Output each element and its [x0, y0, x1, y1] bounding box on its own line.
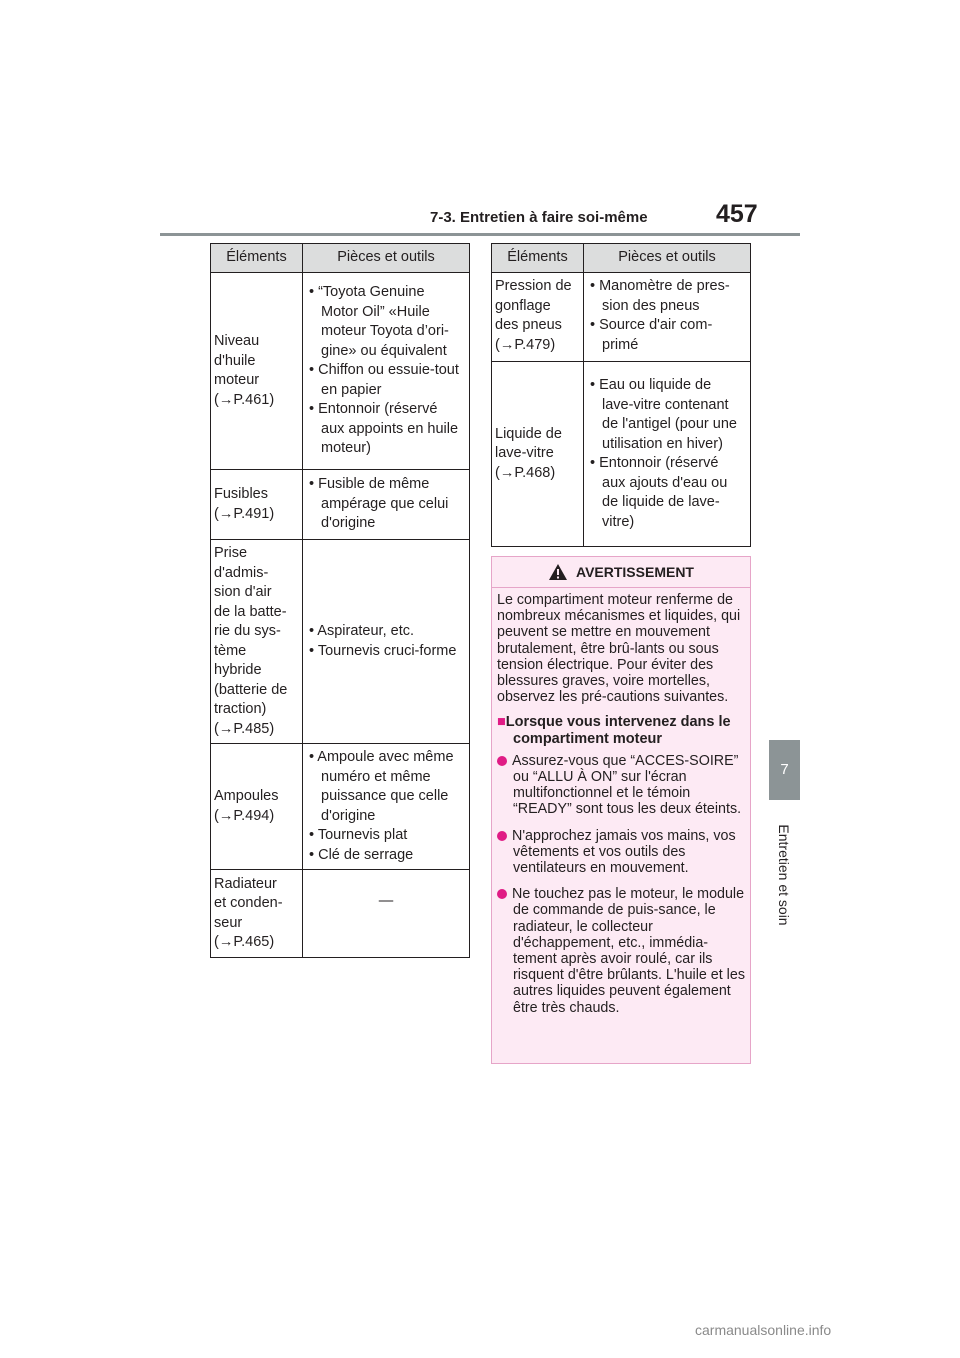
- tool-item: • Manomètre de pres-sion des pneus: [590, 278, 730, 314]
- item-line: Ampoules: [214, 788, 279, 804]
- tool-item: • “Toyota Genuine Motor Oil” «Huile moteur Toyota d’ori-gine» ou équivalent: [309, 284, 449, 359]
- item-line: hybride: [214, 662, 262, 678]
- item-line: moteur: [214, 372, 260, 388]
- tool-item: • Tournevis cruci-forme: [309, 642, 457, 659]
- page-reference[interactable]: (→P.485): [214, 720, 275, 737]
- table-header-row: [492, 244, 751, 273]
- tools-cell: [303, 470, 470, 540]
- tools-cell: [303, 273, 470, 470]
- item-cell: [211, 470, 303, 540]
- warning-intro: Le compartiment moteur renferme de nombreux mécanismes et liquides, qui peuvent se mettre en mouvement brutalement, être brû-lants ou sous tension électrique. Pour éviter des blessures graves, voire mortelles, observez les pré-cautions suivantes.: [497, 592, 741, 706]
- item-line: rie du sys-: [214, 623, 281, 639]
- square-bullet-icon: ■: [497, 714, 506, 731]
- tool-item: • Clé de serrage: [309, 846, 414, 863]
- bullet-dot-icon: [497, 889, 507, 899]
- table-row: [211, 744, 470, 870]
- item-line: d'admis-: [214, 564, 269, 581]
- tool-item: • Entonnoir (réservé aux ajouts d'eau ou de liquide de lave-vitre): [590, 455, 728, 530]
- item-line: d'huile: [214, 352, 256, 369]
- item-line: de la batte-: [214, 603, 287, 620]
- warning-bullet: [497, 753, 746, 818]
- page-reference[interactable]: (→P.494): [214, 807, 275, 824]
- warning-bullet: [497, 886, 746, 1016]
- item-line: Pression de: [495, 278, 572, 294]
- item-line: tème: [214, 642, 247, 659]
- tool-item: • Aspirateur, etc.: [309, 623, 415, 639]
- page-reference[interactable]: (→P.461): [214, 391, 275, 408]
- tools-cell: [303, 744, 470, 870]
- section-title: 7-3. Entretien à faire soi-même: [430, 209, 648, 226]
- item-cell: [492, 362, 584, 547]
- page-number: 457: [716, 200, 758, 228]
- tool-item: • Chiffon ou essuie-tout en papier: [309, 362, 459, 398]
- bullet-dot-icon: [497, 756, 507, 766]
- parts-table-left: [210, 243, 470, 958]
- tools-cell: [303, 870, 470, 958]
- tool-item: • Source d'air com-primé: [590, 317, 713, 353]
- parts-table-right: [491, 243, 751, 547]
- warning-body: [492, 588, 750, 1016]
- warning-box: [491, 556, 751, 1064]
- item-line: Fusibles: [214, 486, 268, 502]
- item-cell: [211, 744, 303, 870]
- item-line: (batterie de: [214, 681, 288, 698]
- item-line: Niveau: [214, 333, 260, 349]
- item-line: Prise: [214, 545, 248, 561]
- tools-cell: [303, 540, 470, 744]
- tool-item: • Ampoule avec même numéro et même puissance que celle d'origine: [309, 749, 454, 824]
- page-reference[interactable]: (→P.465): [214, 934, 275, 950]
- column-header-parts: Pièces et outils: [584, 244, 751, 273]
- item-cell: [492, 273, 584, 362]
- tool-item: • Fusible de même ampérage que celui d'origine: [309, 476, 449, 532]
- tools-cell: [584, 273, 751, 362]
- table-row: [211, 470, 470, 540]
- item-line: seur: [214, 914, 243, 931]
- warning-subheading: [497, 714, 746, 746]
- warning-bullet-text: N'approchez jamais vos mains, vos vêtements et vos outils des ventilateurs en mouvement.: [512, 827, 736, 877]
- warning-bullet: [497, 828, 746, 877]
- table-header-row: [211, 244, 470, 273]
- tool-item: • Tournevis plat: [309, 827, 408, 843]
- column-header-elements: Éléments: [211, 244, 303, 273]
- empty-dash: —: [378, 893, 394, 909]
- warning-header: [492, 557, 750, 588]
- item-line: des pneus: [495, 317, 562, 333]
- table-row: [211, 273, 470, 470]
- item-line: Radiateur: [214, 875, 277, 892]
- warning-bullet-text: Assurez-vous que “ACCES-SOIRE” ou “ALLU À ON” sur l'écran multifonctionnel et le témoin “READY” sont tous les deux éteints.: [512, 752, 742, 818]
- table-row: [211, 540, 470, 744]
- item-line: Liquide de: [495, 425, 562, 442]
- warning-bullet-text: Ne touchez pas le moteur, le module de commande de puis-sance, le radiateur, le collecteur d'échappement, etc., immédia-tement après avoir roulé, car ils risquent d'être brûlants. L'huile et les autres liquides peuvent également être très chauds.: [512, 886, 745, 1016]
- chapter-label: [774, 805, 794, 945]
- bullet-dot-icon: [497, 831, 507, 841]
- page-reference[interactable]: (→P.491): [214, 505, 275, 522]
- warning-title: AVERTISSEMENT: [576, 563, 694, 580]
- item-line: lave-vitre: [495, 445, 554, 462]
- tool-item: • Eau ou liquide de lave-vitre contenant de l'antigel (pour une utilisation en hiver): [590, 377, 737, 452]
- column-header-elements: Éléments: [492, 244, 584, 273]
- chapter-tab[interactable]: 7: [769, 740, 800, 800]
- table-row: [492, 362, 751, 547]
- table-row: [492, 273, 751, 362]
- tool-item: • Entonnoir (réservé aux appoints en huile moteur): [309, 401, 459, 457]
- item-cell: [211, 273, 303, 470]
- column-header-parts: Pièces et outils: [303, 244, 470, 273]
- page-reference[interactable]: (→P.468): [495, 464, 556, 481]
- chapter-label-text: Entretien et soin: [776, 824, 792, 926]
- item-line: et conden-: [214, 895, 283, 911]
- page-reference[interactable]: (→P.479): [495, 336, 556, 353]
- table-row: [211, 870, 470, 958]
- warning-subheading-text: Lorsque vous intervenez dans le compartiment moteur: [505, 714, 731, 747]
- item-cell: [211, 870, 303, 958]
- item-line: gonflage: [495, 297, 551, 314]
- item-line: sion d'air: [214, 584, 272, 600]
- warning-triangle-icon: [548, 563, 568, 581]
- item-cell: [211, 540, 303, 744]
- tools-cell: [584, 362, 751, 547]
- item-line: traction): [214, 701, 267, 717]
- watermark[interactable]: carmanualsonline.info: [695, 1322, 832, 1338]
- header-rule: [160, 233, 800, 236]
